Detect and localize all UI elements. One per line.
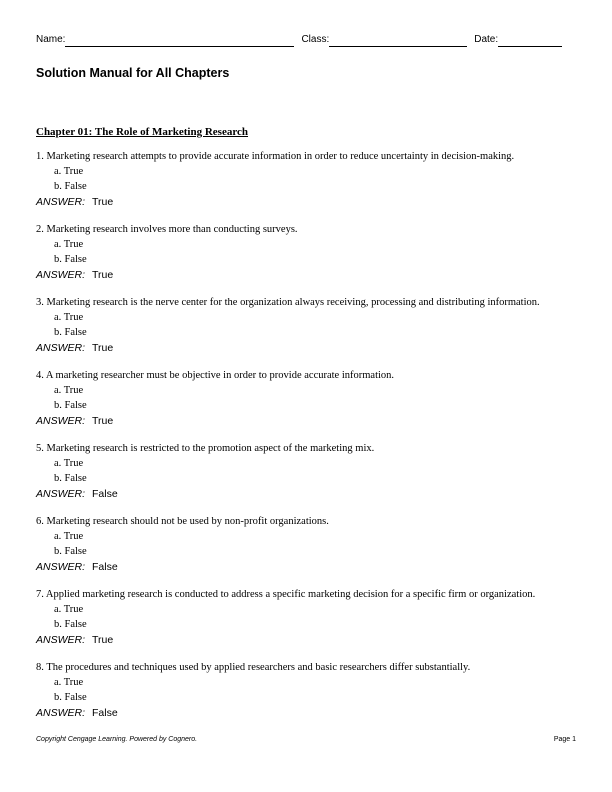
answer-line — [36, 705, 576, 722]
question-statement: Marketing research involves more than conducting surveys. — [46, 224, 298, 235]
date-blank-line — [498, 33, 562, 47]
question-text — [36, 368, 576, 383]
option-b: b. False — [54, 181, 87, 192]
question-block — [36, 660, 576, 722]
header-fill-in-row — [36, 33, 576, 47]
option-b: b. False — [54, 400, 87, 411]
question-number: 4. — [36, 370, 44, 381]
option-a: a. True — [54, 239, 84, 250]
question-block — [36, 295, 576, 357]
answer-label: ANSWER: — [36, 707, 86, 719]
option-a: a. True — [54, 677, 84, 688]
question-text — [36, 149, 576, 164]
option-b: b. False — [54, 619, 87, 630]
option-a: a. True — [54, 604, 84, 615]
question-number: 7. — [36, 589, 44, 600]
question-statement: Marketing research should not be used by non-profit organizations. — [46, 516, 329, 527]
answer-label: ANSWER: — [36, 269, 86, 281]
answer-value: True — [92, 196, 114, 208]
question-statement: A marketing researcher must be objective in order to provide accurate information. — [45, 370, 395, 381]
question-block — [36, 514, 576, 576]
question-text — [36, 295, 576, 310]
questions-list — [36, 149, 576, 733]
answer-value: False — [92, 488, 118, 500]
question-block — [36, 149, 576, 211]
answer-label: ANSWER: — [36, 634, 86, 646]
question-text — [36, 514, 576, 529]
question-text — [36, 587, 576, 602]
question-block — [36, 222, 576, 284]
question-number: 6. — [36, 516, 44, 527]
option-a: a. True — [54, 458, 84, 469]
answer-line — [36, 486, 576, 503]
question-statement: The procedures and techniques used by applied researchers and basic researchers differ substantially. — [46, 662, 471, 673]
name-blank-line — [65, 33, 294, 47]
page-number: Page 1 — [553, 736, 576, 743]
answer-value: True — [92, 342, 114, 354]
answer-line — [36, 559, 576, 576]
answer-value: True — [92, 634, 114, 646]
option-a: a. True — [54, 385, 84, 396]
answer-label: ANSWER: — [36, 415, 86, 427]
question-text — [36, 660, 576, 675]
answer-value: False — [92, 707, 118, 719]
answer-label: ANSWER: — [36, 561, 86, 573]
question-block — [36, 441, 576, 503]
class-label: Class: — [301, 34, 330, 45]
option-b: b. False — [54, 473, 87, 484]
answer-value: False — [92, 561, 118, 573]
question-number: 1. — [36, 151, 44, 162]
question-number: 8. — [36, 662, 44, 673]
answer-label: ANSWER: — [36, 342, 86, 354]
option-b: b. False — [54, 254, 87, 265]
name-label: Name: — [36, 34, 66, 45]
answer-line — [36, 194, 576, 211]
answer-value: True — [92, 269, 114, 281]
answer-line — [36, 632, 576, 649]
question-number: 3. — [36, 297, 44, 308]
date-label: Date: — [474, 34, 499, 45]
question-statement: Marketing research is restricted to the promotion aspect of the marketing mix. — [46, 443, 375, 454]
footer-copyright: Copyright Cengage Learning. Powered by Cognero. — [36, 736, 198, 743]
page-title: Solution Manual for All Chapters — [36, 66, 230, 80]
page-footer — [36, 736, 576, 743]
question-text — [36, 222, 576, 237]
answer-line — [36, 267, 576, 284]
answer-value: True — [92, 415, 114, 427]
question-block — [36, 587, 576, 649]
option-b: b. False — [54, 546, 87, 557]
question-number: 2. — [36, 224, 44, 235]
option-a: a. True — [54, 166, 84, 177]
class-blank-line — [329, 33, 467, 47]
answer-label: ANSWER: — [36, 488, 86, 500]
option-b: b. False — [54, 327, 87, 338]
question-number: 5. — [36, 443, 44, 454]
option-a: a. True — [54, 312, 84, 323]
question-statement: Marketing research attempts to provide accurate information in order to reduce uncertainty in decision-making. — [46, 151, 515, 162]
question-statement: Marketing research is the nerve center for the organization always receiving, processing and distributing information. — [46, 297, 540, 308]
question-text — [36, 441, 576, 456]
answer-label: ANSWER: — [36, 196, 86, 208]
chapter-heading: Chapter 01: The Role of Marketing Research — [36, 126, 249, 138]
question-block — [36, 368, 576, 430]
option-b: b. False — [54, 692, 87, 703]
answer-line — [36, 413, 576, 430]
answer-line — [36, 340, 576, 357]
question-statement: Applied marketing research is conducted to address a specific marketing decision for a specific firm or organization. — [45, 589, 536, 600]
option-a: a. True — [54, 531, 84, 542]
